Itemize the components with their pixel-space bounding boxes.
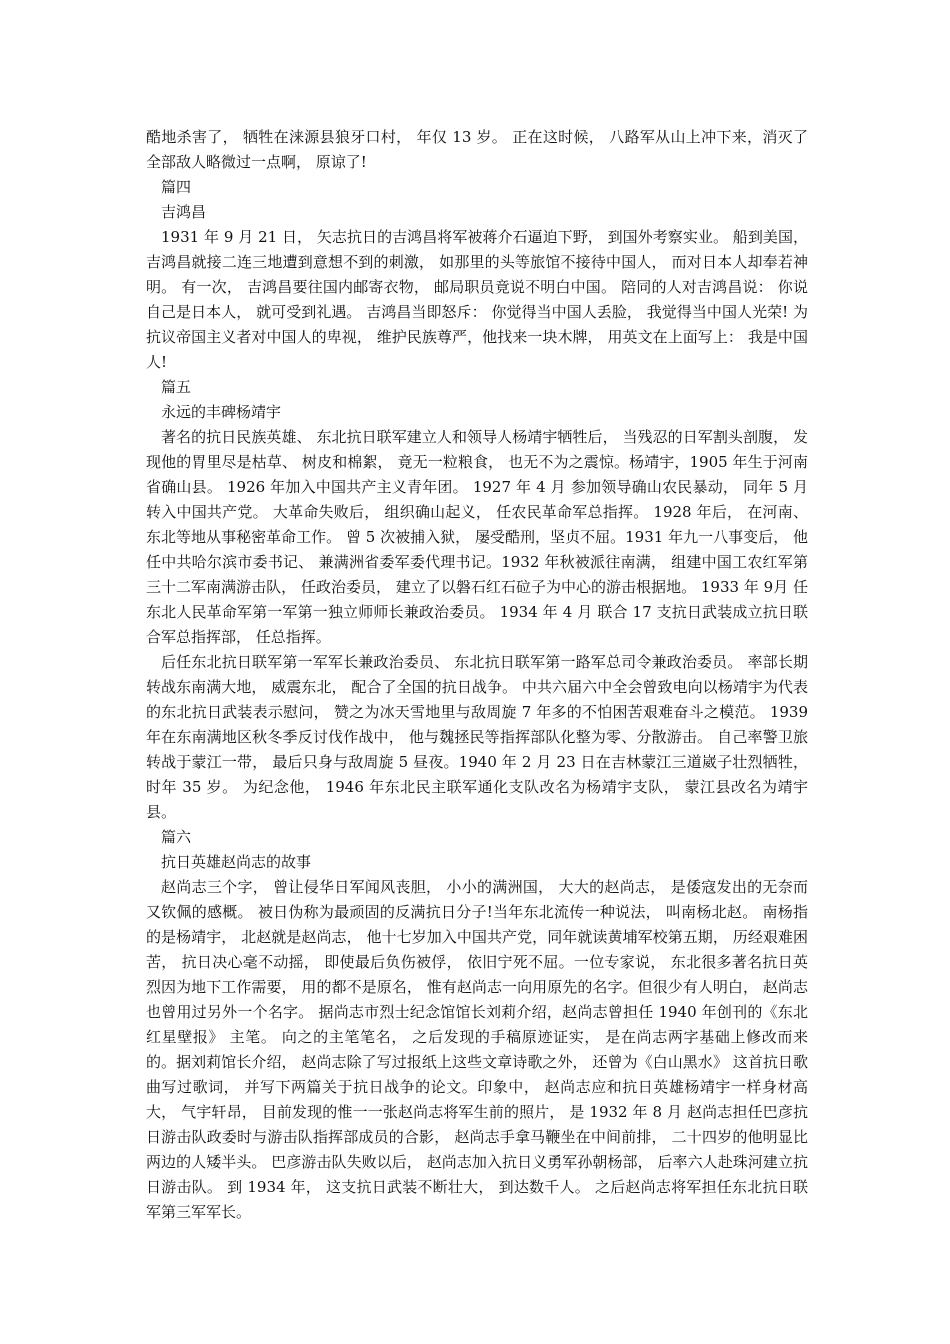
section-title-ji-hongchang: 吉鸿昌 [161,203,207,221]
section-title-yang-jingyu: 永远的丰碑杨靖宇 [161,403,282,421]
paragraph-yang-jingyu-2: 后任东北抗日联军第一军军长兼政治委员、 东北抗日联军第一路军总司令兼政治委员。 率部长期转战东南满大地， 威震东北， 配合了全国的抗日战争。 中共六届六中全会曾致电向以杨靖宇为代表的东北抗日武装表示慰问， 赞之为冰天雪地里与敌周旋 7 年多的不怕困苦艰难奋斗之模范。 1939 年在东南满地区秋冬季反讨伐作战中， 他与魏拯民等指挥部队化整为零、分散游击。 自己率警卫旅转战于蒙江一带， 最后只身与敌周旋 5 昼夜。1940 年 2 月 23 日在吉林蒙江三道崴子壮烈牺牲， 时年 35 岁。 为纪念他， 1946 年东北民主联军通化支队改名为杨靖宇支队， 蒙江县改名为靖宇县。 [146,653,813,821]
paragraph-yang-jingyu-1: 著名的抗日民族英雄、 东北抗日联军建立人和领导人杨靖宇牺牲后， 当残忍的日军割头剖腹， 发现他的胃里尽是枯草、 树皮和棉絮， 竟无一粒粮食， 也无不为之震惊。杨靖宇，1905 年生于河南省确山县。 1926 年加入中国共产主义青年团。 1927 年 4 月 参加领导确山农民暴动， 同年 5 月 转入中国共产党。 大革命失败后， 组织确山起义， 任农民革命军总指挥。 1928 年后， 在河南、东北等地从事秘密革命工作。 曾 5 次被捕入狱， 屡受酷刑，坚贞不屈。1931 年九一八事变后， 他任中共哈尔滨市委书记、 兼满洲省委军委代理书记。1932 年秋被派往南满， 组建中国工农红军第三十二军南满游击队， 任政治委员， 建立了以磐石红石砬子为中心的游击根据地。 1933 年 9月 任东北人民革命军第一军第一独立师师长兼政治委员。 1934 年 4 月 联合 17 支抗日武装成立抗日联合军总指挥部， 任总指挥。 [146,428,813,646]
paragraph-continuation: 酷地杀害了， 牺牲在涞源县狼牙口村， 年仅 13 岁。 正在这时候， 八路军从山上冲下来，消灭了全部敌人略微过一点啊， 原谅了! [146,128,808,171]
paragraph-zhao-shangzhi: 赵尚志三个字， 曾让侵华日军闻风丧胆， 小小的满洲国， 大大的赵尚志， 是倭寇发出的无奈而又钦佩的感概。 被日伪称为最顽固的反满抗日分子!当年东北流传一种说法， 叫南杨北赵。 南杨指的是杨靖宇， 北赵就是赵尚志， 他十七岁加入中国共产党，同年就读黄埔军校第五期， 历经艰难困苦， 抗日决心毫不动摇， 即使最后负伤被俘， 依旧宁死不屈。一位专家说， 东北很多著名抗日英烈因为地下工作需要， 用的都不是原名， 惟有赵尚志一向用原先的名字。但很少有人明白， 赵尚志也曾用过另外一个名字。 据尚志市烈士纪念馆馆长刘莉介绍，赵尚志曾担任 1940 年创刊的《东北红星壁报》 主笔。 向之的主笔笔名， 之后发现的手稿原迹证实， 是在尚志两字基础上修改而来的。据刘莉馆长介绍， 赵尚志除了写过报纸上这些文章诗歌之外， 还曾为《白山黑水》 这首抗日歌曲写过歌词， 并写下两篇关于抗日战争的论文。印象中， 赵尚志应和抗日英雄杨靖宇一样身材高大， 气宇轩昂， 目前发现的惟一一张赵尚志将军生前的照片， 是 1932 年 8 月 赵尚志担任巴彦抗日游击队政委时与游击队指挥部成员的合影， 赵尚志手拿马鞭坐在中间前排， 二十四岁的他明显比两边的人矮半头。 巴彦游击队失败以后， 赵尚志加入抗日义勇军孙朝杨部， 后率六人赴珠河建立抗日游击队。 到 1934 年， 这支抗日武装不断壮大， 到达数千人。 之后赵尚志将军担任东北抗日联军第三军军长。 [146,878,808,1221]
section-label-6: 篇六 [161,828,192,846]
section-label-5: 篇五 [161,378,192,396]
section-label-4: 篇四 [161,178,192,196]
document-body [146,125,813,1225]
section-title-zhao-shangzhi: 抗日英雄赵尚志的故事 [161,853,312,871]
paragraph-ji-hongchang: 1931 年 9 月 21 日， 矢志抗日的吉鸿昌将军被蒋介石逼迫下野， 到国外考察实业。 船到美国， 吉鸿昌就接二连三地遭到意想不到的刺激， 如那里的头等旅馆不接待中国人， 而对日本人却奉若神明。 有一次， 吉鸿昌要往国内邮寄衣物， 邮局职员竟说不明白中国。 陪同的人对吉鸿昌说： 你说自己是日本人， 就可受到礼遇。 吉鸿昌当即怒斥： 你觉得当中国人丢脸， 我觉得当中国人光荣! 为抗议帝国主义者对中国人的卑视， 维护民族尊严，他找来一块木牌， 用英文在上面写上： 我是中国人! [146,228,813,371]
